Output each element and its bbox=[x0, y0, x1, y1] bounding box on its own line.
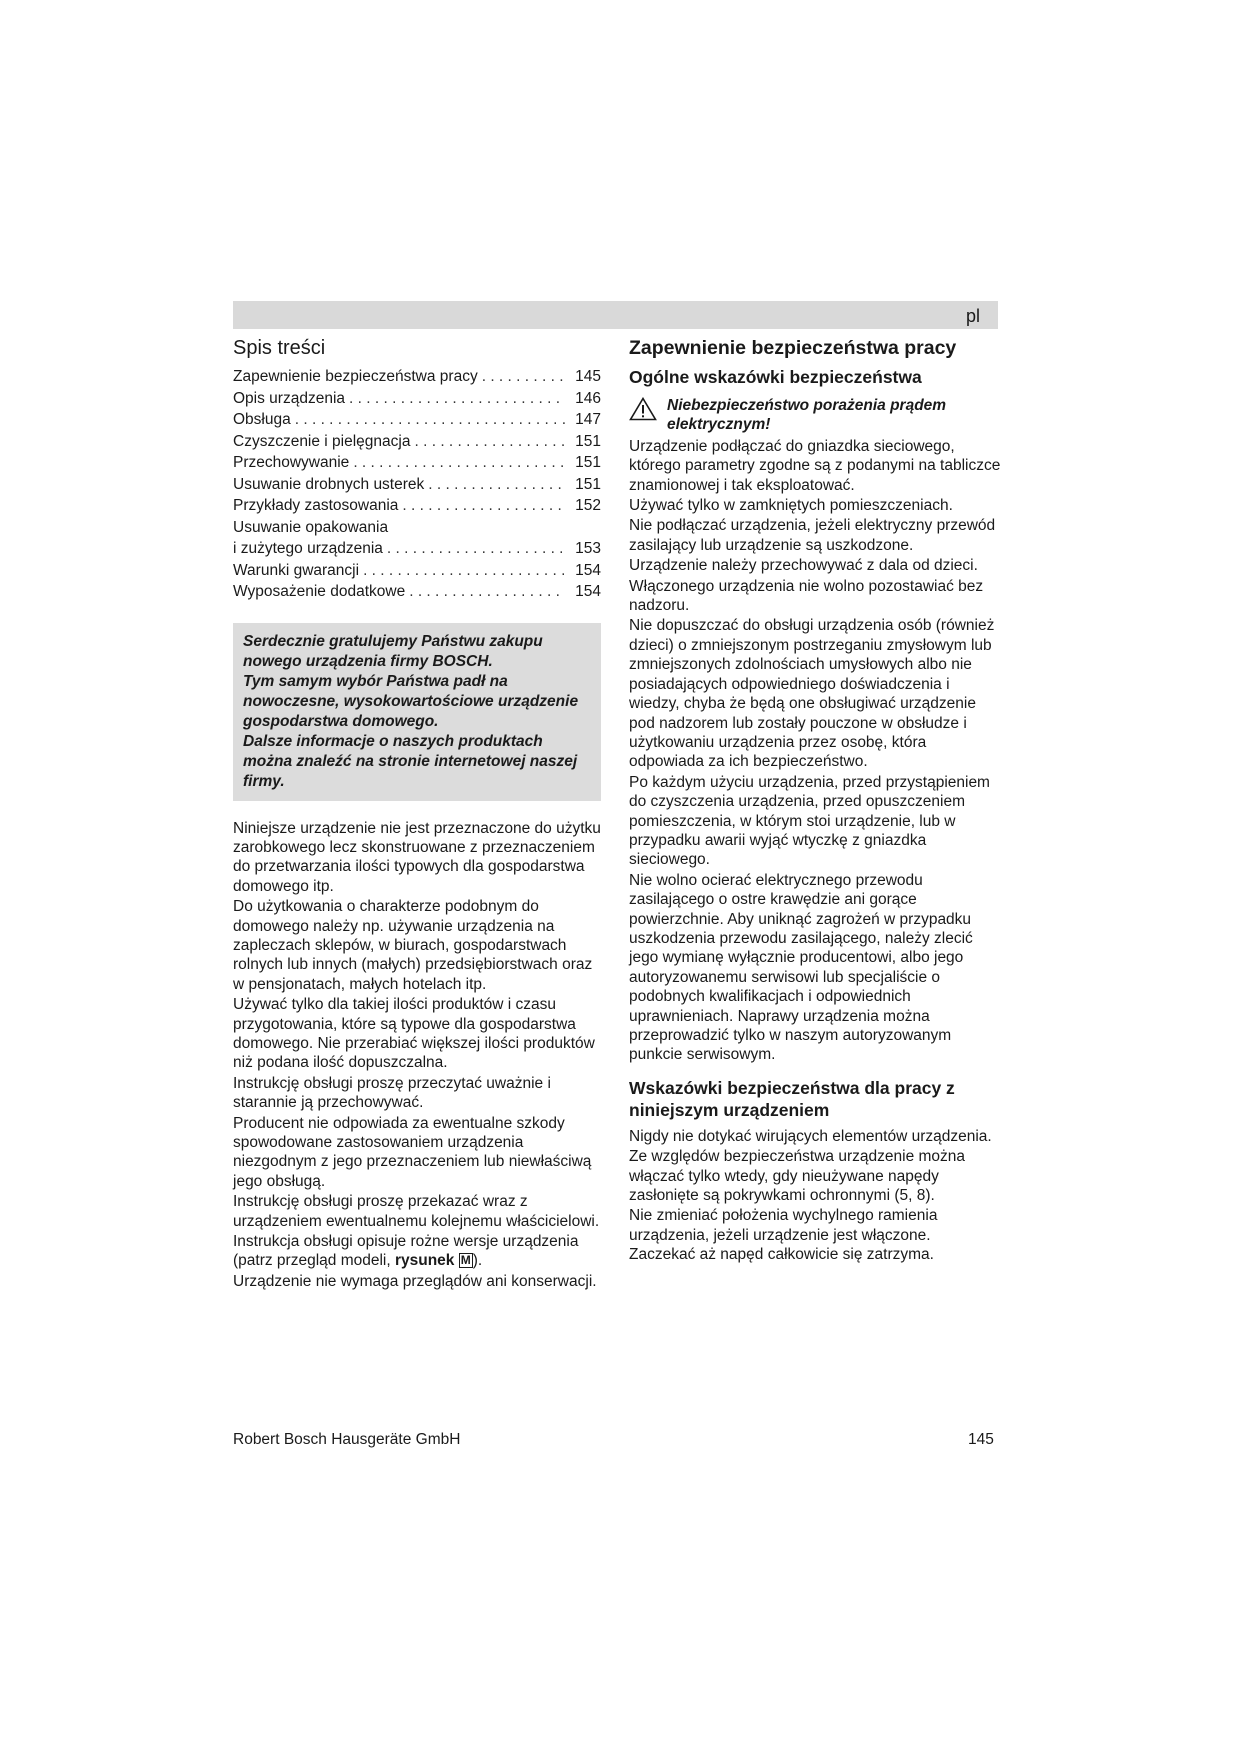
toc-entry[interactable]: i zużytego urządzenia . . . 153 bbox=[233, 538, 601, 560]
toc-entry[interactable]: Warunki gwarancji . . . 154 bbox=[233, 560, 601, 582]
toc-page-number: 147 bbox=[575, 411, 601, 428]
safety-paragraph: Urządzenie należy przechowywać z dala od dzieci. bbox=[629, 557, 978, 575]
left-column bbox=[233, 336, 601, 1292]
intro-paragraph: Do użytkowania o charakterze podobnym do domowego należy np. używanie urządzenia na zapleczach sklepów, w biurach, gospodarstwach rolnych lub innych (małych) przedsiębiorstwach oraz w pensjonatach, małych hotelach itp. bbox=[233, 898, 593, 993]
toc-entry-first-line: Usuwanie opakowania bbox=[233, 518, 389, 536]
toc-entry[interactable]: Obsługa . . . 147 bbox=[233, 409, 601, 431]
toc-title: Spis treści bbox=[233, 337, 326, 359]
footer-page-number: 145 bbox=[968, 1431, 994, 1448]
toc-entry[interactable]: Czyszczenie i pielęgnacja . . . 151 bbox=[233, 431, 601, 453]
toc-page-number: 151 bbox=[575, 432, 601, 450]
figure-key-icon: M bbox=[460, 1253, 471, 1268]
promo-paragraph: Serdecznie gratulujemy Państwu zakupu nowego urządzenia firmy BOSCH. bbox=[243, 632, 543, 670]
safety-paragraph: Nie zmieniać położenia wychylnego ramienia urządzenia, jeżeli urządzenie jest włączone. Zaczekać aż napęd całkowicie się zatrzyma. bbox=[629, 1207, 938, 1264]
promo-box bbox=[233, 623, 601, 801]
intro-paragraph: Używać tylko dla takiej ilości produktów i czasu przygotowania, które są typowe dla gospodarstwa domowego. Nie przerabiać większej ilości produktów niż podana ilość dopuszczalna. bbox=[233, 996, 595, 1072]
toc-page-number: 151 bbox=[575, 475, 601, 493]
language-tag: pl bbox=[965, 306, 980, 326]
toc-page-number: 152 bbox=[575, 497, 601, 514]
warning-triangle-icon bbox=[629, 397, 657, 421]
general-safety-text bbox=[629, 437, 1001, 1065]
toc-entry[interactable]: Przechowywanie . . . 151 bbox=[233, 452, 601, 474]
safety-paragraph: Po każdym użyciu urządzenia, przed przystąpieniem do czyszczenia urządzenia, przed opuszczeniem pomieszczenia, w którym stoi urządzenie, lub w przypadku awarii wyjąć wtyczkę z gniazdka sieciowego. bbox=[629, 773, 990, 869]
header-bar bbox=[233, 301, 998, 329]
footer-company: Robert Bosch Hausgeräte GmbH bbox=[233, 1431, 461, 1448]
intro-paragraph: Niniejsze urządzenie nie jest przeznaczone do użytku zarobkowego lecz skonstruowane z przeznaczeniem do przetwarzania ilości typowych dla gospodarstwa domowego itp. bbox=[233, 819, 601, 895]
toc-page-number: 146 bbox=[575, 389, 601, 407]
safety-paragraph: Urządzenie podłączać do gniazdka sieciowego, którego parametry zgodne są z podanymi na tabliczce znamionowej i tak eksploatować. bbox=[629, 437, 1001, 494]
intro-paragraph: Urządzenie nie wymaga przeglądów ani konserwacji. bbox=[233, 1272, 597, 1290]
toc-page-number: 153 bbox=[575, 540, 601, 557]
figure-reference: rysunek bbox=[394, 1252, 455, 1270]
toc-page-number: 145 bbox=[575, 368, 601, 385]
safety-paragraph: Nigdy nie dotykać wirujących elementów urządzenia. bbox=[629, 1127, 992, 1145]
toc-entry[interactable]: Opis urządzenia . . . 146 bbox=[233, 388, 601, 410]
device-safety-text bbox=[629, 1127, 1001, 1265]
intro-paragraph: Instrukcję obsługi proszę przeczytać uważnie i starannie ją przechowywać. bbox=[233, 1074, 551, 1112]
toc-page-number: 151 bbox=[575, 454, 601, 471]
intro-text bbox=[233, 819, 601, 1292]
safety-paragraph: Nie dopuszczać do obsługi urządzenia osób (również dzieci) o zmniejszonym postrzeganiu zmysłowym lub zmniejszonych zdolnościach umysłowych albo nie posiadających odpowiedniego doświadczenia i wiedzy, chyba że będą one obsługiwać urządzenie pod nadzorem lub zostały pouczone w obsłudze i użytkowaniu urządzenia przez osobę, która odpowiada za ich bezpieczeństwo. bbox=[629, 617, 995, 771]
toc-page-number: 154 bbox=[575, 561, 601, 579]
promo-paragraph: Dalsze informacje o naszych produktach można znaleźć na stronie internetowej naszej firmy. bbox=[243, 732, 578, 790]
safety-paragraph: Nie wolno ocierać elektrycznego przewodu zasilającego o ostre krawędzie ani gorące powierzchnie. Aby uniknąć zagrożeń w przypadku uszkodzenia przewodu zasilającego, należy zlecić jego wymianę wyłącznie producentowi, albo jego autoryzowanemu serwisowi lub specjaliście o podobnych kwalifikacjach i odpowiednich uprawnieniach. Naprawy urządzenia można przeprowadzić tylko w naszym autoryzowanym punkcie serwisowym. bbox=[629, 871, 973, 1064]
intro-paragraph: Producent nie odpowiada za ewentualne szkody spowodowane zastosowaniem urządzenia niezgodnym z jego przeznaczeniem lub niewłaściwą jego obsługą. bbox=[233, 1114, 592, 1190]
toc-entry[interactable]: Przykłady zastosowania . . . 152 bbox=[233, 495, 601, 517]
toc-entry[interactable]: Wyposażenie dodatkowe . . . 154 bbox=[233, 581, 601, 603]
toc-entry[interactable]: Zapewnienie bezpieczeństwa pracy . . . 145 bbox=[233, 366, 601, 388]
table-of-contents bbox=[233, 366, 601, 603]
promo-paragraph: Tym samym wybór Państwa padł na nowoczesne, wysokowartościowe urządzenie gospodarstwa domowego. bbox=[243, 672, 579, 730]
safety-paragraph: Nie podłączać urządzenia, jeżeli elektryczny przewód zasilający lub urządzenie są uszkodzone. bbox=[629, 517, 996, 554]
general-safety-title: Ogólne wskazówki bezpieczeństwa bbox=[629, 367, 922, 387]
safety-paragraph: Używać tylko w zamkniętych pomieszczeniach. bbox=[629, 497, 953, 515]
warning-block bbox=[629, 396, 1001, 435]
safety-title: Zapewnienie bezpieczeństwa pracy bbox=[629, 337, 957, 359]
safety-paragraph: Ze względów bezpieczeństwa urządzenie można włączać tylko wtedy, gdy nieużywane napędy zasłonięte są pokrywkami ochronnymi (5, 8). bbox=[629, 1148, 966, 1205]
device-safety-title: Wskazówki bezpieczeństwa dla pracy z niniejszym urządzeniem bbox=[629, 1077, 955, 1120]
right-column bbox=[629, 336, 1001, 1266]
toc-entry[interactable]: Usuwanie drobnych usterek . . . 151 bbox=[233, 474, 601, 496]
intro-paragraph: Instrukcję obsługi proszę przekazać wraz z urządzeniem ewentualnemu kolejnemu właścicielowi. bbox=[233, 1193, 600, 1230]
warning-title: Niebezpieczeństwo porażenia prądem elektrycznym! bbox=[667, 397, 947, 434]
safety-paragraph: Włączonego urządzenia nie wolno pozostawiać bez nadzoru. bbox=[629, 577, 984, 615]
intro-paragraph: Instrukcja obsługi opisuje rożne wersje urządzenia (patrz przegląd modeli, rysunek M ). bbox=[233, 1233, 579, 1270]
toc-page-number: 154 bbox=[575, 583, 601, 600]
